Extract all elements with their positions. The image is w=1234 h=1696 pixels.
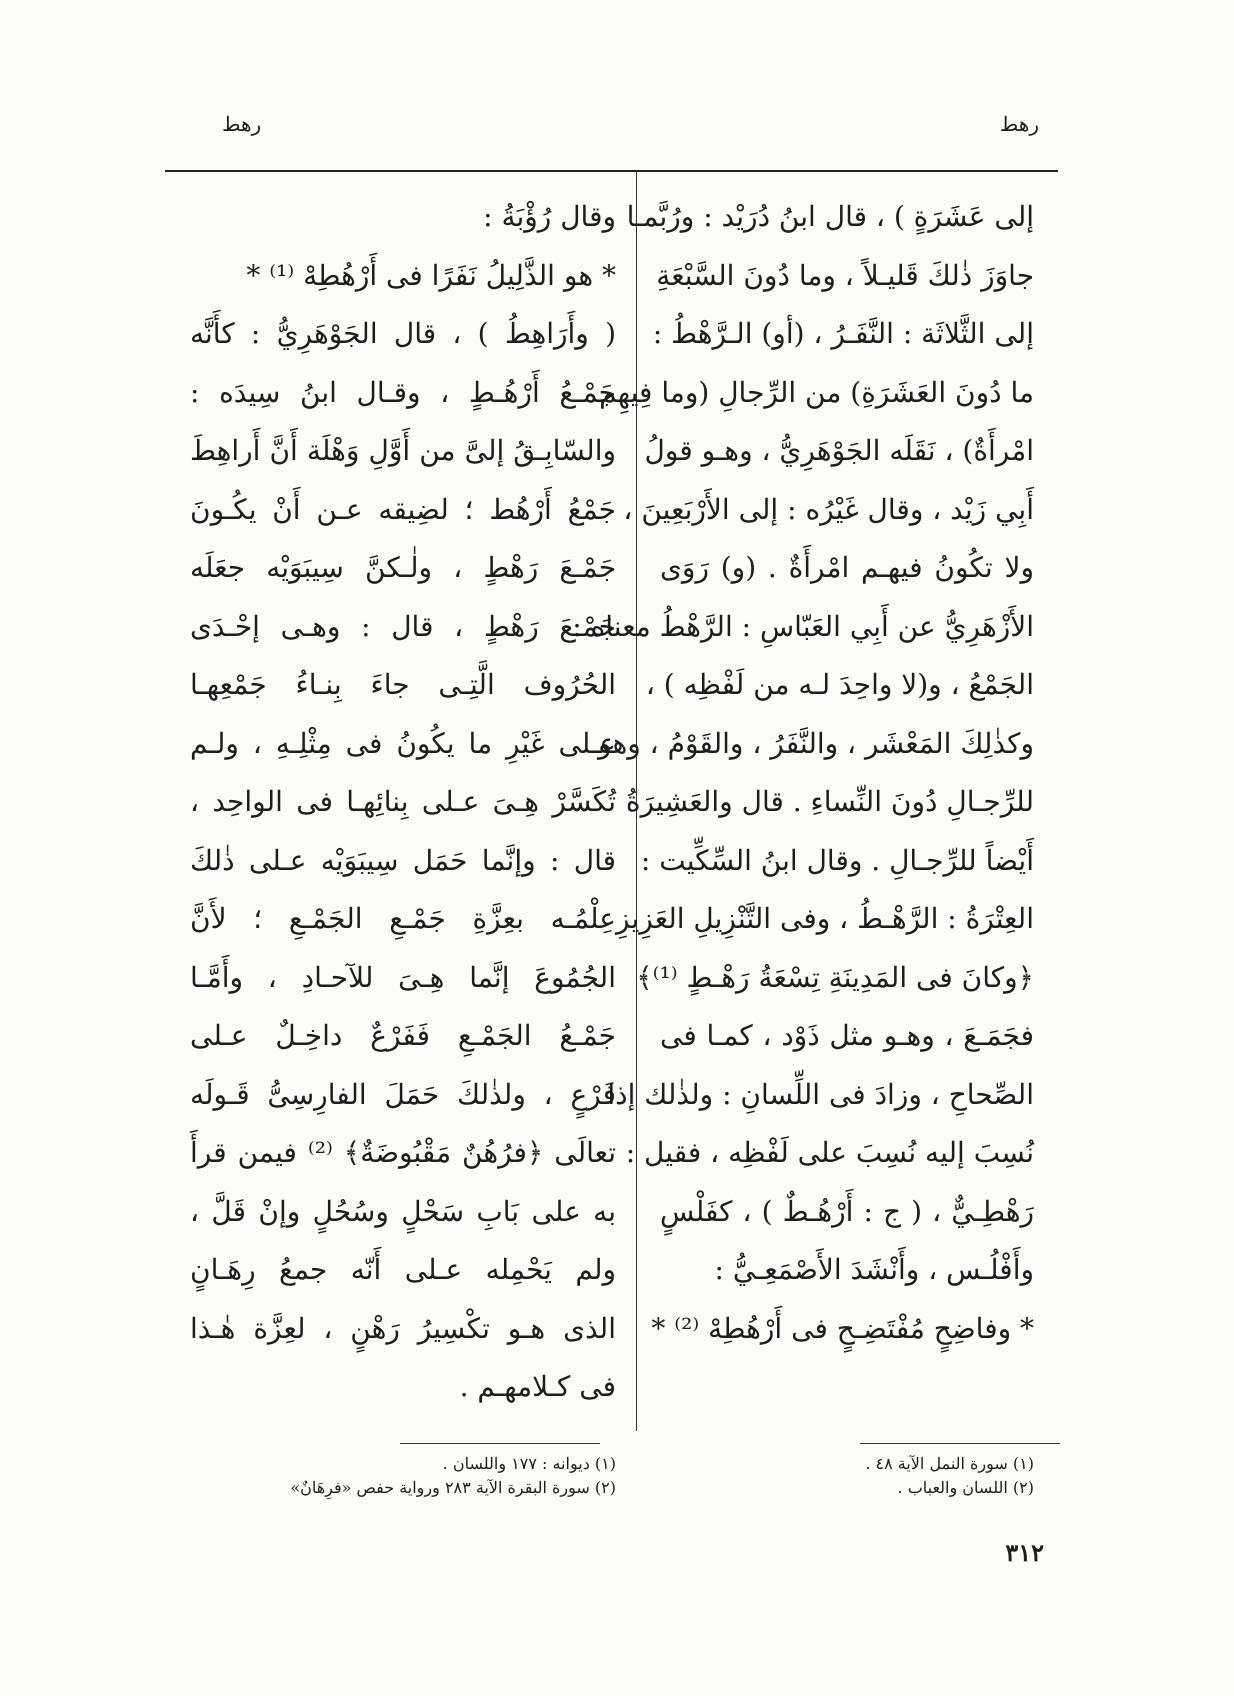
text-line: فجَمَـعَ ، وهـو مثل ذَوْد ، كمـا فى bbox=[660, 1019, 1034, 1052]
page-number: ٣١٢ bbox=[1005, 1538, 1044, 1567]
text-line: والسّابِـقُ إلىَّ من أَوَّلِ وَهْلَة أَنَّ أَراهِطَ bbox=[190, 434, 616, 467]
footnote: (١) سورة النمل الآية ٤٨ . bbox=[865, 1454, 1034, 1473]
footnote: (١) ديوانه : ١٧٧ واللسان . bbox=[442, 1454, 616, 1473]
text-line: جَمْعُ أَرْهُط ؛ لضِيقه عـن أَنْ يكُـونَ bbox=[190, 492, 616, 526]
running-header-left: رهط bbox=[222, 112, 262, 136]
text-line: به على بَابِ سَحْلٍ وسُحُلٍ وإنْ قَلَّ ، bbox=[190, 1194, 616, 1228]
text-line: عِلْمُـه بعِزَّةِ جَمْـعِ الجَمْـعِ ؛ لأَنَّ bbox=[190, 902, 616, 935]
text-line: أَبِي زَيْد ، وقال غَيْرُه : إلى الأَرْبَعِينَ ، bbox=[623, 492, 1034, 526]
footnote: (٢) اللسان والعباب . bbox=[897, 1478, 1034, 1497]
text-line: وأَفْلُـس ، وأَنْشَدَ الأَصْمَعِـيُّ : bbox=[714, 1253, 1034, 1286]
text-line: قال : وإنَّما حَمَل سِيبَوَيْه عـلى ذٰلكَ bbox=[190, 843, 616, 877]
text-line: الذى هـو تكْسِيرُ رَهْنٍ ، لعِزَّة هٰـذا bbox=[190, 1311, 616, 1345]
text-line: جَمْـعُ الجَمْـعِ فَفَرْعٌ داخِـلٌ عـلى bbox=[190, 1019, 616, 1052]
text-line: وكذٰلِكَ المَعْشَر ، والنَّفَرُ ، والقَوْمُ ، وهو bbox=[598, 726, 1034, 760]
footnote-rule-left bbox=[400, 1443, 600, 1444]
running-header-right: رهط bbox=[999, 112, 1039, 136]
header-rule bbox=[165, 170, 1058, 172]
left-column bbox=[190, 188, 616, 1417]
text-line: ولا تكُونُ فيهـم امْرأَةٌ . (و) رَوَى bbox=[660, 551, 1034, 584]
text-line: الجُمُوعَ إنَّما هِـىَ للآحـادِ ، وأَمَّـا bbox=[190, 960, 616, 994]
text-line: إلى عَشَرَةٍ ) ، قال ابنُ دُرَيْد : ورُبَّمـا bbox=[626, 200, 1034, 233]
text-line: وقال رُؤْبَةُ : bbox=[483, 200, 616, 233]
text-line: امْرأَةٌ) ، نَقَلَه الجَوْهَرِيُّ ، وهـو قولُ bbox=[644, 434, 1034, 467]
verse-line: * وفاضِحٍ مُفْتَضِـحٍ فى أَرْهُطِهْ ⁽²⁾ * bbox=[651, 1311, 1034, 1345]
text-line: تُكَسَّرْ هِـىَ عـلى بِنائِهـا فى الواحِد ، bbox=[190, 785, 616, 818]
text-line: ﴿وكانَ فى المَدِينَةِ تِسْعَةُ رَهْـطٍ ⁽¹⁾﴾ bbox=[636, 960, 1034, 994]
text-line: رَهْطِـيٌّ ، ( ج : أَرْهُـطٌ ) ، كفَلْسٍ bbox=[660, 1194, 1034, 1228]
text-line: جاوَزَ ذٰلكَ قَليـلاً ، وما دُونَ السَّبْعَةِ bbox=[656, 258, 1034, 292]
text-line: أَيْضاً للرِّجـالِ . وقال ابنُ السِّكِّيت : bbox=[640, 843, 1034, 877]
text-line: جَمْـعُ أَرْهُـطٍ ، وقـال ابنُ سِيدَه : bbox=[190, 375, 616, 409]
text-line: ولم يَحْمِله عـلى أَنّه جمعُ رِهَـانٍ bbox=[190, 1253, 616, 1286]
verse-line: * هو الذَّلِيلُ نَفَرًا فى أَرْهُطِهْ ⁽¹⁾ * bbox=[246, 258, 616, 292]
text-line: للرِّجـالِ دُونَ النِّساءِ . قال والعَشِيرَةُ bbox=[625, 785, 1034, 818]
text-line: فى كـلامهـم . bbox=[459, 1370, 616, 1403]
text-line: ( وأَرَاهِطُ ) ، قال الجَوْهَرِيُّ : كأَنَّه bbox=[190, 317, 616, 350]
text-line: الحُرُوف الَّتِـى جاءَ بِنـاءُ جَمْعِهـا bbox=[190, 668, 616, 701]
text-line: إلى الثَّلاثَة : النَّفَـرُ ، (أو) الـرَّهْطُ : bbox=[652, 317, 1034, 350]
text-line: الصِّحاحِ ، وزادَ فى اللِّسانِ : ولذٰلك إذا bbox=[607, 1077, 1034, 1111]
text-line: الجَمْعُ ، و(لا واحِدَ لـه من لَفْظِه ) ، bbox=[645, 668, 1034, 701]
text-line: عـلى غَيْرِ ما يكُونُ فى مِثْلِـهِ ، ولـم bbox=[190, 726, 616, 760]
footnote: (٢) سورة البقرة الآية ٢٨٣ ورواية حفص «فرِهَانٌ» bbox=[290, 1478, 616, 1497]
text-line: فَرْعٍ ، ولذٰلكَ حَمَلَ الفارِسِىُّ قَـولَه bbox=[190, 1077, 616, 1111]
text-line: جَمْـعَ رَهْطٍ ، قال : وهـى إحْـدَى bbox=[190, 609, 616, 643]
right-column bbox=[572, 188, 1034, 1358]
text-line: الأَزْهَرِيُّ عن أَبِي العَبّاسِ : الرَّهْطُ معناه : bbox=[572, 609, 1034, 643]
text-line: العِتْرَةُ : الرَّهْـطُ ، وفى التَّنْزِيلِ العَزِيزِ bbox=[616, 902, 1034, 935]
text-line: ما دُونَ العَشَرَةِ) من الرِّجالِ (وما فِيهِم bbox=[599, 375, 1034, 409]
text-line: نُسِبَ إليه نُسِبَ على لَفْظِه ، فقيل : bbox=[625, 1136, 1034, 1169]
text-line: جَمْـعَ رَهْطٍ ، ولٰـكنَّ سِيبَوَيْه جعَلَه bbox=[190, 551, 616, 584]
footnotes-left bbox=[290, 1452, 616, 1500]
footnotes-right bbox=[865, 1452, 1034, 1500]
footnote-rule-right bbox=[860, 1443, 1060, 1444]
text-line: تعالَى ﴿فرُهُنٌ مَقْبُوضَةٌ﴾ ⁽²⁾ فيمن قرأَ bbox=[190, 1136, 616, 1169]
